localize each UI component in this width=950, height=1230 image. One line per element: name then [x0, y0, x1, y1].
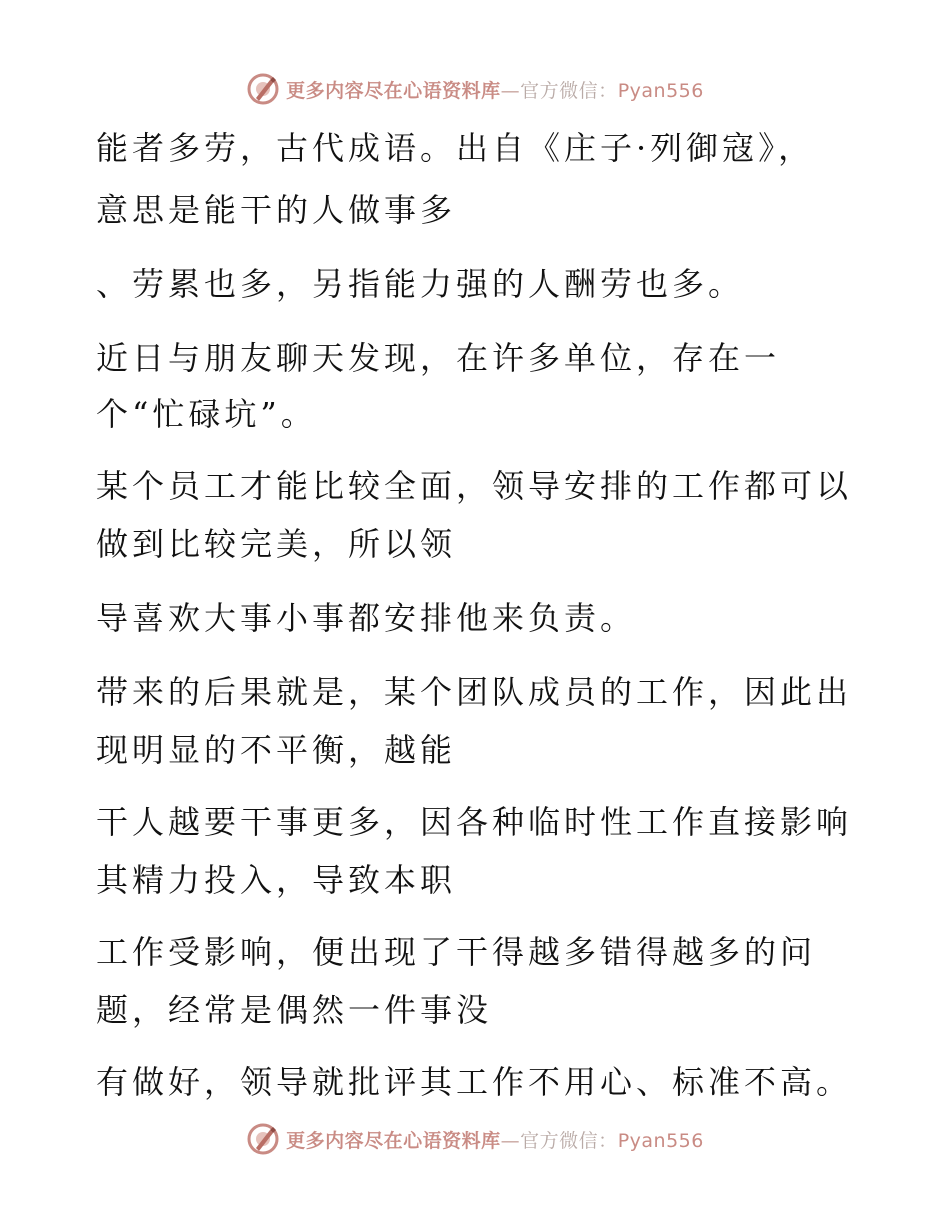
pen-logo-icon — [246, 72, 280, 106]
watermark-wechat-id: Pyan556 — [617, 1129, 704, 1152]
watermark-text — [286, 1126, 704, 1153]
text-line: 意思是能干的人做事多 — [96, 191, 457, 229]
text-line: 干人越要干事更多，因各种临时性工作直接影响 — [96, 803, 853, 841]
footer-watermark — [0, 1122, 950, 1156]
document-body — [96, 120, 853, 1101]
watermark-wechat-id: Pyan556 — [617, 79, 704, 102]
watermark-brand: 更多内容尽在心语资料库 — [286, 79, 501, 102]
header-watermark — [0, 72, 950, 106]
text-line: 其精力投入，导致本职 — [96, 861, 457, 899]
text-line: 某个员工才能比较全面，领导安排的工作都可以 — [96, 467, 853, 505]
watermark-label: 官方微信： — [520, 1129, 618, 1152]
text-line: 工作受影响，便出现了干得越多错得越多的问 — [96, 933, 817, 971]
watermark-text — [286, 76, 704, 103]
text-line: 导喜欢大事小事都安排他来负责。 — [96, 599, 637, 637]
watermark-separator: — — [500, 1129, 521, 1152]
text-line: 个“忙碌坑”。 — [96, 395, 317, 433]
text-line: 有做好，领导就批评其工作不用心、标准不高。 — [96, 1063, 853, 1101]
watermark-separator: — — [500, 79, 521, 102]
watermark-label: 官方微信： — [520, 79, 618, 102]
pen-logo-icon — [246, 1122, 280, 1156]
text-line: 带来的后果就是，某个团队成员的工作，因此出 — [96, 673, 853, 711]
text-line: 近日与朋友聊天发现，在许多单位，存在一 — [96, 339, 781, 377]
text-line: 能者多劳，古代成语。出自《庄子·列御寇》， — [96, 129, 815, 167]
text-line: 题，经常是偶然一件事没 — [96, 991, 493, 1029]
text-line: 、劳累也多，另指能力强的人酬劳也多。 — [96, 265, 745, 303]
watermark-brand: 更多内容尽在心语资料库 — [286, 1129, 501, 1152]
text-line: 做到比较完美，所以领 — [96, 525, 457, 563]
text-line: 现明显的不平衡，越能 — [96, 731, 457, 769]
